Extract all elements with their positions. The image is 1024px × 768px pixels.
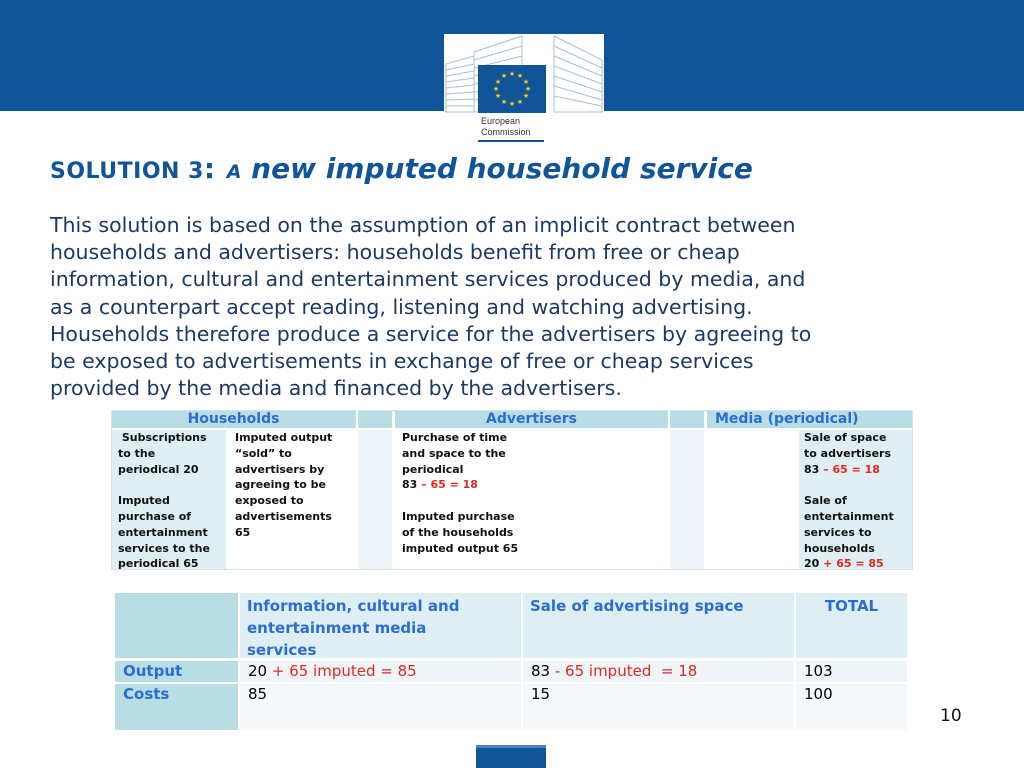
costs-total: 100 [796,684,907,730]
logo-text-line1: European [481,116,521,126]
advertisers-imputed-purchase: Imputed purchase of the households imputed output 65 [402,509,519,555]
svg-text:★: ★ [508,100,516,108]
spacer-bg [670,430,704,570]
output-info-cell [240,661,521,682]
paragraph-line: information, cultural and entertainment services produced by media, and [50,267,806,292]
media-value-20: 20 [804,557,820,571]
header-total: TOTAL [796,593,907,658]
header-media: Media (periodical) [707,410,913,428]
output-info-value: 20 [248,662,268,680]
svg-text:★: ★ [516,72,524,80]
output-total: 103 [796,661,907,682]
header-spacer [358,410,392,428]
svg-text:★: ★ [492,85,500,93]
spacer-bg [358,430,392,570]
households-imputed-output: Imputed output “sold” to advertisers by agreeing to be exposed to advertisements 65 [235,431,333,539]
media-value-83: 83 [804,462,820,476]
output-adv-cell [523,661,794,682]
footer-tab [476,745,546,768]
media-sale-space: Sale of space to advertisers [804,431,892,460]
title-article: A [226,161,242,183]
paragraph-line: households and advertisers: households benefit from free or cheap [50,240,740,265]
header-empty [115,593,238,658]
households-subscriptions: Subscriptions to the periodical 20 [118,431,207,476]
svg-text:★: ★ [508,70,516,78]
header-advertising-space: Sale of advertising space [523,593,794,658]
row-label-output: Output [115,661,238,682]
page-title [50,152,753,185]
households-cell-2 [228,430,356,541]
logo-underline [478,140,544,142]
output-info-calc: + 65 imputed = 85 [267,662,417,680]
output-costs-table [115,593,907,730]
media-value-calc: – 65 = 18 [819,462,880,476]
advertisers-value-83: 83 [402,478,418,492]
output-adv-calc: - 65 imputed = 18 [550,662,698,680]
accounts-table [111,410,913,570]
output-adv-value: 83 [531,662,551,680]
svg-text:★: ★ [494,92,502,100]
svg-text:★: ★ [516,98,524,106]
paragraph-line: Households therefore produce a service for the advertisers by agreeing to [50,321,812,346]
header-spacer [670,410,704,428]
households-imputed-purchase: Imputed purchase of entertainment services to the periodical 65 [118,494,210,571]
costs-info-value: 85 [240,684,521,730]
logo-text [481,116,531,138]
european-commission-logo [444,34,604,144]
paragraph-line: as a counterpart accept reading, listening and watching advertising. [50,294,753,319]
header-info-services: Information, cultural and entertainment media services [240,593,521,658]
advertisers-col2-bg [539,430,668,570]
paragraph-line: provided by the media and financed by the advertisers. [50,376,622,401]
title-part2: new imputed household service [241,152,753,185]
page-number: 10 [940,706,962,726]
header-households: Households [111,410,356,428]
media-cell [799,430,913,572]
svg-text:★: ★ [522,78,530,86]
title-colon: : [203,152,216,185]
media-sale-entertainment: Sale of entertainment services to households [804,494,894,555]
advertisers-cell [395,430,537,556]
title-part1: SOLUTION 3 [50,159,204,184]
row-label-costs: Costs [115,684,238,730]
advertisers-value-calc: – 65 = 18 [417,478,478,492]
households-cell-1 [111,430,226,572]
svg-text:★: ★ [500,98,508,106]
advertisers-purchase: Purchase of time and space to the periodical [402,431,508,476]
paragraph-line: This solution is based on the assumption of an implicit contract between [50,213,796,237]
svg-text:★: ★ [522,92,530,100]
body-paragraph [50,212,930,402]
media-col1-bg [707,430,797,570]
paragraph-line: be exposed to advertisements in exchange of free or cheap services [50,349,754,374]
header-advertisers: Advertisers [395,410,668,428]
svg-text:★: ★ [500,72,508,80]
media-value-total: + 65 = 85 [819,557,884,571]
svg-text:★: ★ [524,85,532,93]
costs-adv-value: 15 [523,684,794,730]
svg-text:★: ★ [494,78,502,86]
logo-text-line2: Commission [481,127,531,137]
